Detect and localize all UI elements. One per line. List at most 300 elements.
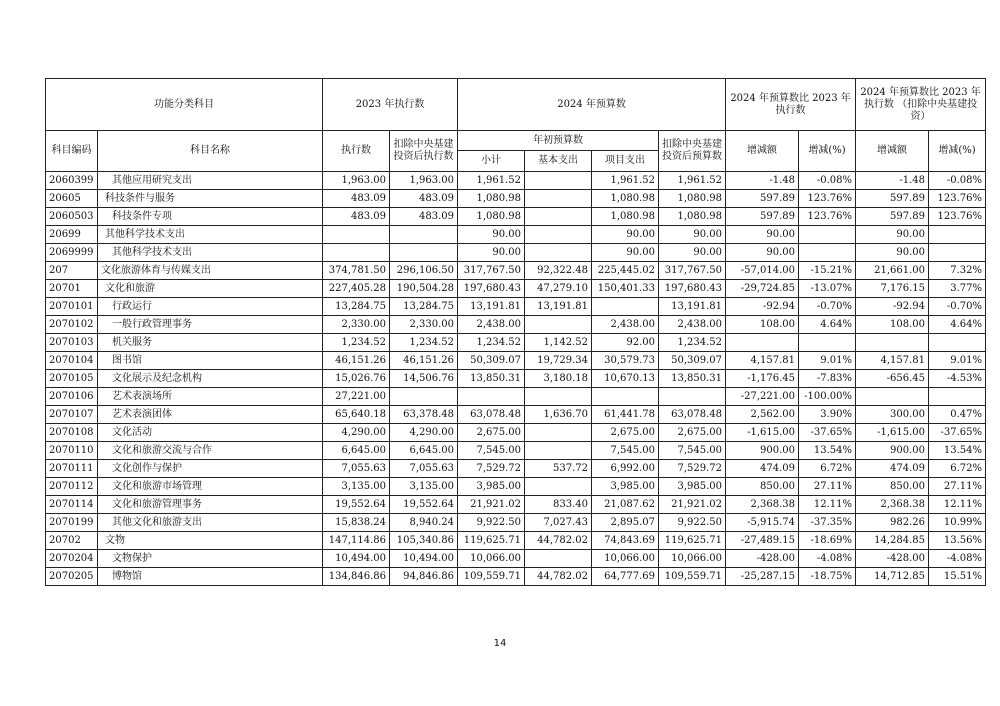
cell-budget-excl: 21,921.02: [659, 496, 726, 514]
cell-pct2: 7.32%: [929, 262, 986, 280]
cell-chg2: 597.89: [856, 208, 929, 226]
cell-pct2: 3.77%: [929, 280, 986, 298]
header-compare-excl: 2024 年预算数比 2023 年执行数 （扣除中央基建投资）: [856, 79, 986, 131]
cell-project: 1,080.98: [592, 190, 659, 208]
cell-exec-excl: 7,055.63: [390, 460, 458, 478]
subject-code-cell: 2070103: [46, 334, 98, 352]
cell-chg2: [856, 334, 929, 352]
cell-chg2: 14,712.85: [856, 568, 929, 586]
cell-pct1: [799, 334, 856, 352]
cell-budget-excl: 9,922.50: [659, 514, 726, 532]
cell-pct1: -0.70%: [799, 298, 856, 316]
cell-exec: 147,114.86: [323, 532, 390, 550]
cell-exec: 374,781.50: [323, 262, 390, 280]
cell-subtotal: 2,675.00: [458, 424, 525, 442]
cell-chg2: 90.00: [856, 244, 929, 262]
table-row: [46, 460, 986, 478]
cell-pct2: [929, 388, 986, 406]
cell-exec-excl: 8,940.24: [390, 514, 458, 532]
cell-exec: 3,135.00: [323, 478, 390, 496]
cell-budget-excl: 7,529.72: [659, 460, 726, 478]
cell-chg1: -428.00: [726, 550, 799, 568]
cell-subtotal: 10,066.00: [458, 550, 525, 568]
cell-subtotal: 90.00: [458, 226, 525, 244]
table-row: [46, 442, 986, 460]
table-row: [46, 406, 986, 424]
cell-pct1: 27.11%: [799, 478, 856, 496]
subject-name-cell: 其他文化和旅游支出: [98, 514, 323, 532]
cell-chg1: 2,562.00: [726, 406, 799, 424]
header-change-pct-2: 增减(%): [929, 131, 986, 172]
table-row: [46, 334, 986, 352]
header-initial-budget: 年初预算数: [458, 131, 659, 151]
header-func-category: 功能分类科目: [46, 79, 323, 131]
cell-exec: 1,963.00: [323, 172, 390, 190]
cell-pct1: 123.76%: [799, 208, 856, 226]
cell-exec: 2,330.00: [323, 316, 390, 334]
cell-chg2: [856, 388, 929, 406]
header-subject-code: 科目编码: [46, 131, 98, 172]
cell-exec-excl: 94,846.86: [390, 568, 458, 586]
cell-budget-excl: 1,961.52: [659, 172, 726, 190]
cell-subtotal: 317,767.50: [458, 262, 525, 280]
subject-name-cell: 文化展示及纪念机构: [98, 370, 323, 388]
cell-basic: 537.72: [525, 460, 592, 478]
cell-chg1: -1.48: [726, 172, 799, 190]
cell-exec: 483.09: [323, 208, 390, 226]
cell-chg2: 14,284.85: [856, 532, 929, 550]
table-row: [46, 496, 986, 514]
cell-basic: [525, 208, 592, 226]
cell-pct2: 123.76%: [929, 190, 986, 208]
cell-chg1: 597.89: [726, 208, 799, 226]
table-row: [46, 424, 986, 442]
cell-project: 7,545.00: [592, 442, 659, 460]
cell-subtotal: 21,921.02: [458, 496, 525, 514]
table-row: [46, 532, 986, 550]
cell-exec: 1,234.52: [323, 334, 390, 352]
cell-chg2: 2,368.38: [856, 496, 929, 514]
subject-name-cell: 科技条件与服务: [98, 190, 323, 208]
subject-code-cell: 2070106: [46, 388, 98, 406]
cell-chg2: -1,615.00: [856, 424, 929, 442]
cell-exec-excl: 1,963.00: [390, 172, 458, 190]
cell-exec: 19,552.64: [323, 496, 390, 514]
cell-project: 1,080.98: [592, 208, 659, 226]
subject-code-cell: 20605: [46, 190, 98, 208]
table-row: [46, 262, 986, 280]
cell-exec: 6,645.00: [323, 442, 390, 460]
table-row: [46, 316, 986, 334]
cell-pct1: 6.72%: [799, 460, 856, 478]
cell-budget-excl: 317,767.50: [659, 262, 726, 280]
header-basic-exp: 基本支出: [525, 151, 592, 172]
subject-name-cell: 行政运行: [98, 298, 323, 316]
cell-exec: 15,838.24: [323, 514, 390, 532]
header-budget-excl: 扣除中央基建投资后预算数: [659, 131, 726, 172]
cell-project: 90.00: [592, 244, 659, 262]
cell-project: 2,675.00: [592, 424, 659, 442]
cell-project: 10,670.13: [592, 370, 659, 388]
cell-basic: 7,027.43: [525, 514, 592, 532]
subject-code-cell: 2070105: [46, 370, 98, 388]
cell-pct1: -18.75%: [799, 568, 856, 586]
cell-exec: 27,221.00: [323, 388, 390, 406]
cell-pct1: -100.00%: [799, 388, 856, 406]
cell-exec-excl: 190,504.28: [390, 280, 458, 298]
cell-chg1: 90.00: [726, 244, 799, 262]
subject-name-cell: 文化创作与保护: [98, 460, 323, 478]
cell-pct1: -7.83%: [799, 370, 856, 388]
cell-pct1: -4.08%: [799, 550, 856, 568]
cell-subtotal: 9,922.50: [458, 514, 525, 532]
cell-chg1: -27,489.15: [726, 532, 799, 550]
cell-project: 2,895.07: [592, 514, 659, 532]
header-row-1: [46, 79, 986, 131]
cell-project: 64,777.69: [592, 568, 659, 586]
cell-basic: 47,279.10: [525, 280, 592, 298]
cell-chg1: -92.94: [726, 298, 799, 316]
cell-budget-excl: 1,234.52: [659, 334, 726, 352]
cell-budget-excl: 197,680.43: [659, 280, 726, 298]
cell-project: 3,985.00: [592, 478, 659, 496]
header-exec-2023: 2023 年执行数: [323, 79, 458, 131]
cell-pct2: -4.08%: [929, 550, 986, 568]
cell-pct2: 12.11%: [929, 496, 986, 514]
cell-exec-excl: 483.09: [390, 208, 458, 226]
cell-chg1: 900.00: [726, 442, 799, 460]
table-row: [46, 550, 986, 568]
table-row: [46, 172, 986, 190]
cell-budget-excl: 1,080.98: [659, 190, 726, 208]
cell-pct1: 3.90%: [799, 406, 856, 424]
cell-budget-excl: 63,078.48: [659, 406, 726, 424]
cell-chg1: [726, 334, 799, 352]
cell-exec-excl: 6,645.00: [390, 442, 458, 460]
cell-pct1: -37.35%: [799, 514, 856, 532]
cell-exec-excl: 296,106.50: [390, 262, 458, 280]
cell-pct2: 10.99%: [929, 514, 986, 532]
table-row: [46, 568, 986, 586]
header-change-amount-2: 增减额: [856, 131, 929, 172]
cell-subtotal: 119,625.71: [458, 532, 525, 550]
cell-chg1: 4,157.81: [726, 352, 799, 370]
subject-name-cell: 其他科学技术支出: [98, 226, 323, 244]
cell-chg2: 850.00: [856, 478, 929, 496]
header-exec-amount: 执行数: [323, 131, 390, 172]
cell-basic: [525, 424, 592, 442]
cell-chg1: 90.00: [726, 226, 799, 244]
cell-chg1: -29,724.85: [726, 280, 799, 298]
cell-basic: 44,782.02: [525, 532, 592, 550]
subject-code-cell: 2070199: [46, 514, 98, 532]
cell-project: 74,843.69: [592, 532, 659, 550]
subject-code-cell: 2070112: [46, 478, 98, 496]
cell-budget-excl: 50,309.07: [659, 352, 726, 370]
subject-name-cell: 图书馆: [98, 352, 323, 370]
cell-exec-excl: [390, 226, 458, 244]
cell-chg2: 900.00: [856, 442, 929, 460]
cell-chg1: -57,014.00: [726, 262, 799, 280]
cell-subtotal: 7,529.72: [458, 460, 525, 478]
subject-name-cell: 一般行政管理事务: [98, 316, 323, 334]
cell-basic: [525, 244, 592, 262]
cell-chg2: -92.94: [856, 298, 929, 316]
cell-budget-excl: 2,675.00: [659, 424, 726, 442]
cell-exec-excl: 2,330.00: [390, 316, 458, 334]
cell-pct1: 12.11%: [799, 496, 856, 514]
page-number: 14: [493, 638, 507, 649]
cell-exec: 483.09: [323, 190, 390, 208]
header-budget-2024: 2024 年预算数: [458, 79, 726, 131]
cell-project: 150,401.33: [592, 280, 659, 298]
cell-pct2: [929, 334, 986, 352]
cell-chg2: 21,661.00: [856, 262, 929, 280]
subject-name-cell: 其他科学技术支出: [98, 244, 323, 262]
header-project-exp: 项目支出: [592, 151, 659, 172]
cell-exec-excl: 46,151.26: [390, 352, 458, 370]
cell-pct1: -0.08%: [799, 172, 856, 190]
cell-chg2: 597.89: [856, 190, 929, 208]
subject-code-cell: 2069999: [46, 244, 98, 262]
cell-project: [592, 388, 659, 406]
table-row: [46, 370, 986, 388]
cell-basic: 833.40: [525, 496, 592, 514]
cell-subtotal: 50,309.07: [458, 352, 525, 370]
subject-code-cell: 2070107: [46, 406, 98, 424]
subject-code-cell: 2070205: [46, 568, 98, 586]
cell-exec: 7,055.63: [323, 460, 390, 478]
subject-code-cell: 2070114: [46, 496, 98, 514]
subject-name-cell: 文化旅游体育与传媒支出: [98, 262, 323, 280]
cell-exec-excl: 3,135.00: [390, 478, 458, 496]
cell-basic: 92,322.48: [525, 262, 592, 280]
cell-subtotal: 3,985.00: [458, 478, 525, 496]
cell-basic: 19,729.34: [525, 352, 592, 370]
cell-subtotal: 2,438.00: [458, 316, 525, 334]
subject-name-cell: 文物: [98, 532, 323, 550]
subject-code-cell: 2070204: [46, 550, 98, 568]
cell-chg2: 982.26: [856, 514, 929, 532]
cell-basic: 1,142.52: [525, 334, 592, 352]
cell-exec-excl: 483.09: [390, 190, 458, 208]
cell-pct1: 123.76%: [799, 190, 856, 208]
cell-project: 30,579.73: [592, 352, 659, 370]
subject-name-cell: 文物保护: [98, 550, 323, 568]
cell-subtotal: 1,961.52: [458, 172, 525, 190]
cell-project: 61,441.78: [592, 406, 659, 424]
header-subject-name: 科目名称: [98, 131, 323, 172]
cell-exec-excl: 4,290.00: [390, 424, 458, 442]
cell-chg1: -1,615.00: [726, 424, 799, 442]
cell-exec-excl: [390, 388, 458, 406]
cell-exec-excl: 63,378.48: [390, 406, 458, 424]
cell-pct2: -0.70%: [929, 298, 986, 316]
subject-code-cell: 2070102: [46, 316, 98, 334]
cell-project: [592, 298, 659, 316]
cell-exec: 46,151.26: [323, 352, 390, 370]
cell-subtotal: 197,680.43: [458, 280, 525, 298]
cell-budget-excl: 90.00: [659, 226, 726, 244]
cell-pct2: [929, 244, 986, 262]
cell-basic: [525, 226, 592, 244]
cell-project: 225,445.02: [592, 262, 659, 280]
cell-pct1: -37.65%: [799, 424, 856, 442]
cell-subtotal: 7,545.00: [458, 442, 525, 460]
subject-code-cell: 20702: [46, 532, 98, 550]
subject-name-cell: 艺术表演团体: [98, 406, 323, 424]
cell-subtotal: 109,559.71: [458, 568, 525, 586]
cell-chg2: 474.09: [856, 460, 929, 478]
subject-name-cell: 博物馆: [98, 568, 323, 586]
subject-name-cell: 科技条件专项: [98, 208, 323, 226]
table-row: [46, 298, 986, 316]
table-row: [46, 190, 986, 208]
cell-exec: 10,494.00: [323, 550, 390, 568]
cell-basic: 13,191.81: [525, 298, 592, 316]
cell-pct2: -0.08%: [929, 172, 986, 190]
cell-project: 6,992.00: [592, 460, 659, 478]
header-change-amount-1: 增减额: [726, 131, 799, 172]
cell-subtotal: 1,080.98: [458, 190, 525, 208]
cell-chg2: 108.00: [856, 316, 929, 334]
cell-pct2: 13.56%: [929, 532, 986, 550]
subject-name-cell: 机关服务: [98, 334, 323, 352]
cell-exec-excl: [390, 244, 458, 262]
cell-basic: [525, 442, 592, 460]
header-change-pct-1: 增减(%): [799, 131, 856, 172]
header-exec-excl: 扣除中央基建投资后执行数: [390, 131, 458, 172]
cell-exec-excl: 14,506.76: [390, 370, 458, 388]
table-row: [46, 244, 986, 262]
cell-subtotal: 90.00: [458, 244, 525, 262]
cell-chg2: -656.45: [856, 370, 929, 388]
subject-code-cell: 20701: [46, 280, 98, 298]
cell-exec: 134,846.86: [323, 568, 390, 586]
cell-basic: [525, 316, 592, 334]
cell-basic: [525, 388, 592, 406]
cell-pct2: [929, 226, 986, 244]
cell-budget-excl: [659, 388, 726, 406]
table-row: [46, 226, 986, 244]
cell-project: 10,066.00: [592, 550, 659, 568]
cell-basic: [525, 172, 592, 190]
subject-code-cell: 2070101: [46, 298, 98, 316]
cell-chg1: 850.00: [726, 478, 799, 496]
cell-exec: 15,026.76: [323, 370, 390, 388]
cell-exec-excl: 19,552.64: [390, 496, 458, 514]
header-compare-exec: 2024 年预算数比 2023 年执行数: [726, 79, 856, 131]
cell-budget-excl: 13,850.31: [659, 370, 726, 388]
cell-basic: [525, 550, 592, 568]
subject-code-cell: 2070111: [46, 460, 98, 478]
cell-chg2: 300.00: [856, 406, 929, 424]
subject-name-cell: 文化和旅游管理事务: [98, 496, 323, 514]
subject-name-cell: 文化和旅游: [98, 280, 323, 298]
cell-exec: 227,405.28: [323, 280, 390, 298]
cell-chg1: -25,287.15: [726, 568, 799, 586]
table-row: [46, 478, 986, 496]
cell-basic: [525, 478, 592, 496]
cell-pct1: [799, 226, 856, 244]
cell-chg1: -5,915.74: [726, 514, 799, 532]
cell-pct1: -18.69%: [799, 532, 856, 550]
cell-project: 21,087.62: [592, 496, 659, 514]
cell-budget-excl: 119,625.71: [659, 532, 726, 550]
table-row: [46, 514, 986, 532]
cell-subtotal: 63,078.48: [458, 406, 525, 424]
cell-pct2: 6.72%: [929, 460, 986, 478]
cell-chg1: 108.00: [726, 316, 799, 334]
cell-pct1: 9.01%: [799, 352, 856, 370]
subject-code-cell: 207: [46, 262, 98, 280]
cell-pct1: [799, 244, 856, 262]
cell-exec-excl: 1,234.52: [390, 334, 458, 352]
cell-exec-excl: 10,494.00: [390, 550, 458, 568]
subject-name-cell: 文化活动: [98, 424, 323, 442]
cell-chg2: 4,157.81: [856, 352, 929, 370]
cell-pct1: -15.21%: [799, 262, 856, 280]
cell-pct2: -4.53%: [929, 370, 986, 388]
cell-project: 92.00: [592, 334, 659, 352]
cell-exec-excl: 13,284.75: [390, 298, 458, 316]
cell-subtotal: 1,080.98: [458, 208, 525, 226]
subject-code-cell: 2060399: [46, 172, 98, 190]
cell-subtotal: 13,850.31: [458, 370, 525, 388]
cell-chg2: 7,176.15: [856, 280, 929, 298]
cell-chg1: 2,368.38: [726, 496, 799, 514]
cell-chg2: -1.48: [856, 172, 929, 190]
header-subtotal: 小计: [458, 151, 525, 172]
subject-code-cell: 2070104: [46, 352, 98, 370]
cell-chg1: 597.89: [726, 190, 799, 208]
cell-chg2: 90.00: [856, 226, 929, 244]
cell-subtotal: 1,234.52: [458, 334, 525, 352]
table-row: [46, 280, 986, 298]
subject-code-cell: 2070108: [46, 424, 98, 442]
cell-exec: [323, 244, 390, 262]
subject-code-cell: 20699: [46, 226, 98, 244]
cell-basic: 44,782.02: [525, 568, 592, 586]
cell-basic: 1,636.70: [525, 406, 592, 424]
cell-pct1: 13.54%: [799, 442, 856, 460]
cell-basic: [525, 190, 592, 208]
cell-chg1: 474.09: [726, 460, 799, 478]
cell-pct2: 9.01%: [929, 352, 986, 370]
subject-name-cell: 艺术表演场所: [98, 388, 323, 406]
cell-pct2: 13.54%: [929, 442, 986, 460]
cell-exec: 13,284.75: [323, 298, 390, 316]
cell-subtotal: [458, 388, 525, 406]
cell-exec: [323, 226, 390, 244]
cell-budget-excl: 1,080.98: [659, 208, 726, 226]
cell-project: 90.00: [592, 226, 659, 244]
cell-pct2: 15.51%: [929, 568, 986, 586]
cell-exec: 65,640.18: [323, 406, 390, 424]
cell-project: 2,438.00: [592, 316, 659, 334]
cell-pct2: 123.76%: [929, 208, 986, 226]
cell-chg1: -27,221.00: [726, 388, 799, 406]
cell-budget-excl: 7,545.00: [659, 442, 726, 460]
cell-budget-excl: 2,438.00: [659, 316, 726, 334]
subject-name-cell: 其他应用研究支出: [98, 172, 323, 190]
cell-chg2: -428.00: [856, 550, 929, 568]
cell-budget-excl: 10,066.00: [659, 550, 726, 568]
subject-name-cell: 文化和旅游交流与合作: [98, 442, 323, 460]
cell-pct2: 0.47%: [929, 406, 986, 424]
cell-exec: 4,290.00: [323, 424, 390, 442]
cell-basic: 3,180.18: [525, 370, 592, 388]
